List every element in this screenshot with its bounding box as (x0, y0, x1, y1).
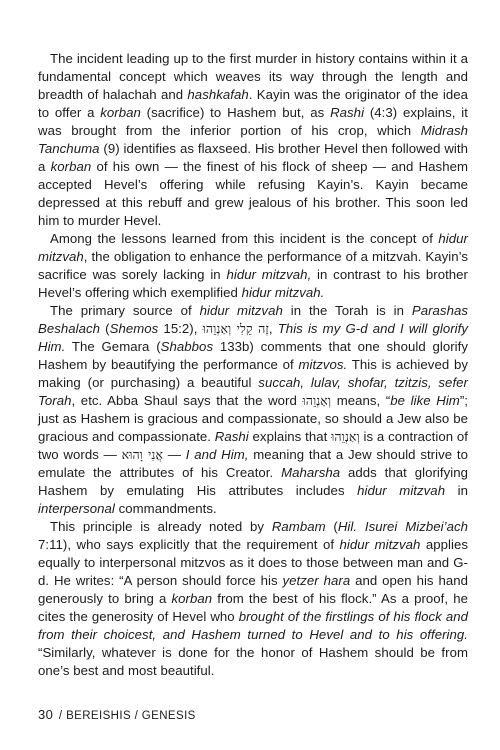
running-head: / BEREISHIS / GENESIS (58, 710, 196, 722)
text-run: in the Torah is in (282, 303, 412, 318)
text-run: This principle is already noted by (50, 519, 272, 534)
text-run: The primary source of (50, 303, 200, 318)
text-run: The Gemara ( (65, 339, 161, 354)
italic-text: Shemos (109, 321, 159, 336)
text-run: meaning that a Jew should strive to emulate the attributes of his Creator. (38, 447, 468, 480)
text-run: (9) identifies as flaxseed. His brother Hevel then followed with a (38, 141, 468, 174)
italic-text: mitzvos. (298, 357, 348, 372)
hebrew-text: וְאַנְוֵהוּ (331, 429, 360, 444)
text-run: 133b) comments that one should glorify Hashem by beautifying the performance of (38, 339, 469, 372)
text-run: means, “ (331, 393, 391, 408)
text-run: . Kayin was the originator of the idea to offer a (38, 87, 468, 120)
italic-text: hashkafah (187, 87, 249, 102)
page-number: 30 (38, 707, 54, 722)
paragraph-3 (38, 302, 468, 518)
text-run: adds that glorifying Hashem by emulating His attributes includes (38, 465, 468, 498)
text-run: in (445, 483, 469, 498)
text-run: ”; just as Hashem is gracious and compassionate, so should a Jew also be gracious and compassionate. (38, 393, 468, 444)
text-run: The incident leading up to the first murder in history contains within it a fundamental concept which weaves its way through the length and breadth of halachah and (38, 51, 468, 102)
italic-text: Rashi (214, 429, 249, 444)
italic-text: korban (171, 591, 213, 606)
italic-text: hidur mitzvah (357, 483, 446, 498)
page-body (38, 50, 468, 680)
text-run: of his own — the finest of his flock of sheep — and Hashem accepted Hevel’s offering while refusing Kayin’s. Kayin became depressed at this rebuff and grew jealous of his brother. This soon led him to murder Hevel. (38, 159, 468, 228)
italic-text: hidur mitzvah, (226, 267, 312, 282)
paragraph-2 (38, 230, 468, 302)
text-run: (sacrifice) to Hashem but, as (140, 105, 331, 120)
italic-text: Parashas Beshalach (38, 303, 468, 336)
text-run: , (268, 321, 278, 336)
italic-text: I and Him, (185, 447, 249, 462)
page-footer (38, 707, 196, 722)
text-run: “Similarly, whatever is done for the honor of Hashem should be from one’s best and most beautiful. (38, 645, 468, 678)
text-run: is a contraction of two words — (38, 429, 468, 462)
text-run: , the obligation to enhance the performance of a mitzvah. Kayin’s sacrifice was sorely lacking in (38, 249, 468, 282)
italic-text: korban (50, 159, 92, 174)
text-run: applies equally to interpersonal mitzvos as it does to those between man and G-d. He writes: “A person should force his (38, 537, 468, 588)
text-run: , etc. Abba Shaul says that the word (71, 393, 303, 408)
hebrew-text: אֲנִי וָהוּא (121, 447, 163, 462)
hebrew-text: זֶה קֵלִי וְאַנְוֵהוּ (202, 321, 269, 336)
italic-text: be like Him (390, 393, 460, 408)
text-run: 15:2), (158, 321, 203, 336)
italic-text: Maharsha (281, 465, 341, 480)
italic-text: Rambam (271, 519, 326, 534)
text-run: and open his hand generously to bring a (38, 573, 468, 606)
text-run: explains that (248, 429, 332, 444)
italic-text: hidur mitzvah (38, 231, 468, 264)
paragraph-4 (38, 518, 468, 680)
italic-text: yetzer hara (282, 573, 351, 588)
italic-text: Shabbos (160, 339, 214, 354)
italic-text: korban (100, 105, 141, 120)
text-run: — (163, 447, 186, 462)
paragraph-1 (38, 50, 468, 230)
hebrew-text: וְאַנְוֵהוּ (302, 393, 332, 408)
italic-text: interpersonal (38, 501, 115, 516)
italic-text: brought of the firstlings of his flock and from their choicest, and Hashem turned to Hevel and to his offering. (38, 609, 468, 642)
italic-text: Rashi (330, 105, 365, 120)
text-run: in contrast to his brother Hevel’s offering which exemplified (38, 267, 469, 300)
italic-text: This is my G-d and I will glorify Him. (38, 321, 469, 354)
text-run: 7:11), who says explicitly that the requirement of (38, 537, 340, 552)
text-run: from the best of his flock.” As a proof, he cites the generosity of Hevel who (38, 591, 468, 624)
text-run: (4:3) explains, it was brought from the inferior portion of his crop, which (38, 105, 468, 138)
text-run: ( (100, 321, 110, 336)
italic-text: succah, lulav, shofar, tzitzis, sefer Torah (38, 375, 468, 408)
text-run: This is achieved by making (or purchasing) a beautiful (38, 357, 468, 390)
italic-text: hidur mitzvah (199, 303, 283, 318)
italic-text: hidur mitzvah. (241, 285, 325, 300)
italic-text: hidur mitzvah (339, 537, 421, 552)
text-run: Among the lessons learned from this incident is the concept of (50, 231, 439, 246)
italic-text: Hil. Isurei Mizbei’ach (337, 519, 468, 534)
italic-text: Midrash Tanchuma (38, 123, 468, 156)
text-run: ( (325, 519, 338, 534)
text-run: commandments. (114, 501, 217, 516)
